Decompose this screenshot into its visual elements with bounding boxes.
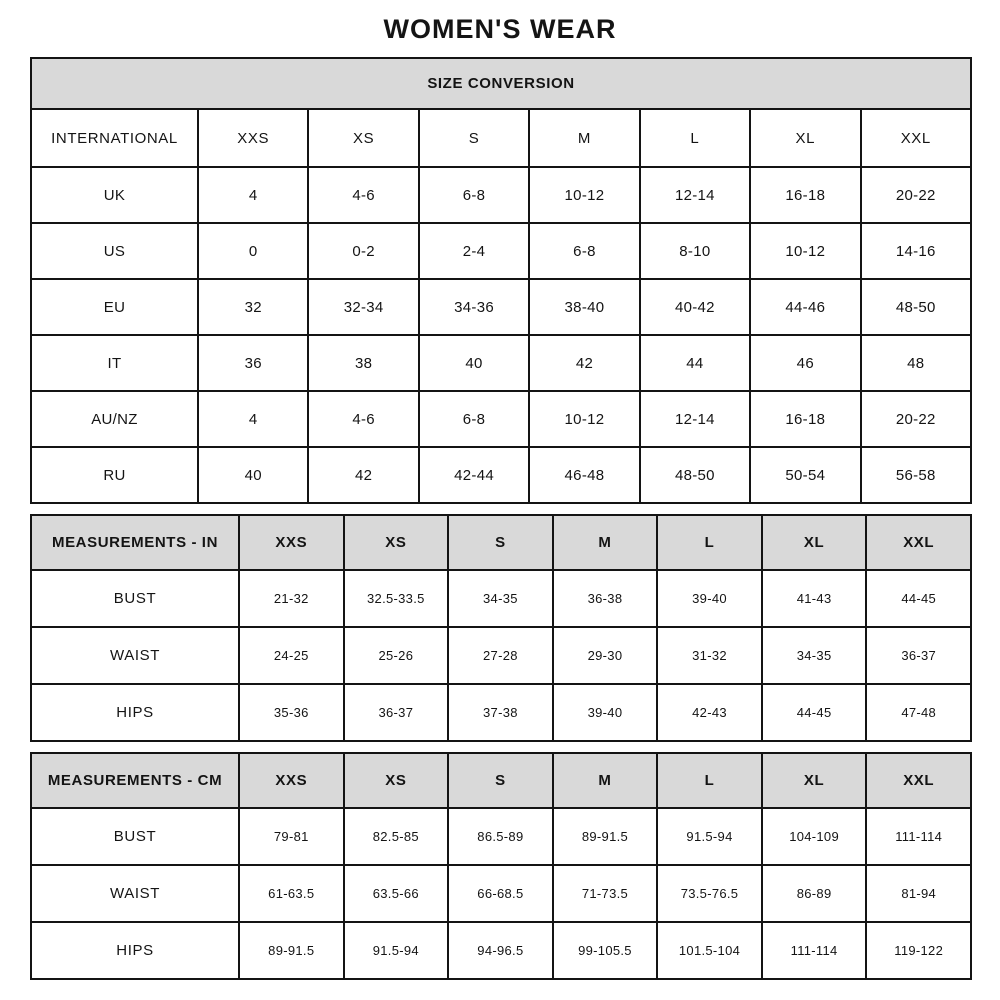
column-header: M — [553, 753, 658, 808]
row-label: HIPS — [31, 684, 239, 741]
cell: 38 — [308, 335, 418, 391]
cell: 39-40 — [553, 684, 658, 741]
cell: 25-26 — [344, 627, 449, 684]
cell: 10-12 — [529, 391, 639, 447]
cell: 111-114 — [762, 922, 867, 979]
cell: 99-105.5 — [553, 922, 658, 979]
measurements-cm-header-row — [31, 753, 971, 808]
cell: 2-4 — [419, 223, 529, 279]
column-header: L — [657, 753, 762, 808]
cell: 91.5-94 — [344, 922, 449, 979]
cell: 94-96.5 — [448, 922, 553, 979]
column-header: M — [553, 515, 658, 570]
table-row — [31, 223, 971, 279]
column-header: S — [448, 753, 553, 808]
cell: 0-2 — [308, 223, 418, 279]
cell: 44-45 — [762, 684, 867, 741]
cell: 40 — [198, 447, 308, 503]
cell: 40-42 — [640, 279, 750, 335]
cell: 4-6 — [308, 391, 418, 447]
cell: 50-54 — [750, 447, 860, 503]
row-label: RU — [31, 447, 198, 503]
cell: 16-18 — [750, 391, 860, 447]
cell: 44-45 — [866, 570, 971, 627]
cell: 47-48 — [866, 684, 971, 741]
table-row — [31, 808, 971, 865]
cell: 34-35 — [448, 570, 553, 627]
cell: 27-28 — [448, 627, 553, 684]
column-header: XL — [750, 109, 860, 167]
cell: 82.5-85 — [344, 808, 449, 865]
cell: 86-89 — [762, 865, 867, 922]
row-label: WAIST — [31, 627, 239, 684]
cell: 119-122 — [866, 922, 971, 979]
table-title: SIZE CONVERSION — [31, 58, 971, 109]
row-label: HIPS — [31, 922, 239, 979]
cell: 0 — [198, 223, 308, 279]
column-header: XL — [762, 515, 867, 570]
cell: 89-91.5 — [239, 922, 344, 979]
measurements-in-table — [30, 514, 972, 742]
cell: 35-36 — [239, 684, 344, 741]
cell: 73.5-76.5 — [657, 865, 762, 922]
cell: 6-8 — [529, 223, 639, 279]
cell: 36-37 — [866, 627, 971, 684]
cell: 81-94 — [866, 865, 971, 922]
cell: 10-12 — [750, 223, 860, 279]
page-title: WOMEN'S WEAR — [383, 14, 617, 44]
cell: 6-8 — [419, 167, 529, 223]
cell: 48-50 — [640, 447, 750, 503]
cell: 12-14 — [640, 167, 750, 223]
cell: 39-40 — [657, 570, 762, 627]
size-conversion-title-row — [31, 58, 971, 109]
column-header: L — [657, 515, 762, 570]
cell: 46 — [750, 335, 860, 391]
table-row — [31, 335, 971, 391]
row-label: UK — [31, 167, 198, 223]
table-row — [31, 570, 971, 627]
cell: 66-68.5 — [448, 865, 553, 922]
cell: 38-40 — [529, 279, 639, 335]
row-label: BUST — [31, 808, 239, 865]
cell: 61-63.5 — [239, 865, 344, 922]
cell: 6-8 — [419, 391, 529, 447]
cell: 29-30 — [553, 627, 658, 684]
cell: 32.5-33.5 — [344, 570, 449, 627]
row-label: US — [31, 223, 198, 279]
cell: 34-36 — [419, 279, 529, 335]
column-header: XL — [762, 753, 867, 808]
cell: 89-91.5 — [553, 808, 658, 865]
cell: 4-6 — [308, 167, 418, 223]
column-header: XXL — [866, 753, 971, 808]
row-label: AU/NZ — [31, 391, 198, 447]
cell: 16-18 — [750, 167, 860, 223]
cell: 101.5-104 — [657, 922, 762, 979]
cell: 8-10 — [640, 223, 750, 279]
cell: 91.5-94 — [657, 808, 762, 865]
cell: 12-14 — [640, 391, 750, 447]
cell: 21-32 — [239, 570, 344, 627]
cell: 20-22 — [861, 391, 971, 447]
cell: 111-114 — [866, 808, 971, 865]
cell: 32 — [198, 279, 308, 335]
table-row — [31, 684, 971, 741]
column-header: M — [529, 109, 639, 167]
column-header: XXS — [239, 753, 344, 808]
cell: 40 — [419, 335, 529, 391]
cell: 46-48 — [529, 447, 639, 503]
cell: 79-81 — [239, 808, 344, 865]
table-row — [31, 447, 971, 503]
cell: 41-43 — [762, 570, 867, 627]
row-label: IT — [31, 335, 198, 391]
cell: 36 — [198, 335, 308, 391]
cell: 20-22 — [861, 167, 971, 223]
cell: 32-34 — [308, 279, 418, 335]
size-conversion-table — [30, 57, 972, 504]
column-header: MEASUREMENTS - CM — [31, 753, 239, 808]
table-row — [31, 279, 971, 335]
cell: 4 — [198, 391, 308, 447]
cell: 36-38 — [553, 570, 658, 627]
table-row — [31, 391, 971, 447]
column-header: L — [640, 109, 750, 167]
cell: 10-12 — [529, 167, 639, 223]
measurements-cm-table — [30, 752, 972, 980]
column-header: XXS — [198, 109, 308, 167]
measurements-in-header-row — [31, 515, 971, 570]
column-header: INTERNATIONAL — [31, 109, 198, 167]
row-label: WAIST — [31, 865, 239, 922]
column-header: XS — [344, 515, 449, 570]
size-conversion-header-row — [31, 109, 971, 167]
cell: 31-32 — [657, 627, 762, 684]
cell: 36-37 — [344, 684, 449, 741]
column-header: S — [448, 515, 553, 570]
column-header: XXL — [866, 515, 971, 570]
cell: 34-35 — [762, 627, 867, 684]
cell: 44 — [640, 335, 750, 391]
cell: 48-50 — [861, 279, 971, 335]
row-label: EU — [31, 279, 198, 335]
cell: 24-25 — [239, 627, 344, 684]
column-header: XS — [308, 109, 418, 167]
cell: 42-43 — [657, 684, 762, 741]
table-row — [31, 627, 971, 684]
cell: 37-38 — [448, 684, 553, 741]
cell: 56-58 — [861, 447, 971, 503]
table-row — [31, 865, 971, 922]
cell: 104-109 — [762, 808, 867, 865]
row-label: BUST — [31, 570, 239, 627]
column-header: XS — [344, 753, 449, 808]
cell: 63.5-66 — [344, 865, 449, 922]
cell: 42 — [529, 335, 639, 391]
cell: 44-46 — [750, 279, 860, 335]
column-header: S — [419, 109, 529, 167]
cell: 4 — [198, 167, 308, 223]
cell: 42-44 — [419, 447, 529, 503]
table-row — [31, 167, 971, 223]
column-header: XXS — [239, 515, 344, 570]
cell: 42 — [308, 447, 418, 503]
cell: 48 — [861, 335, 971, 391]
column-header: XXL — [861, 109, 971, 167]
cell: 14-16 — [861, 223, 971, 279]
cell: 86.5-89 — [448, 808, 553, 865]
column-header: MEASUREMENTS - IN — [31, 515, 239, 570]
table-row — [31, 922, 971, 979]
cell: 71-73.5 — [553, 865, 658, 922]
